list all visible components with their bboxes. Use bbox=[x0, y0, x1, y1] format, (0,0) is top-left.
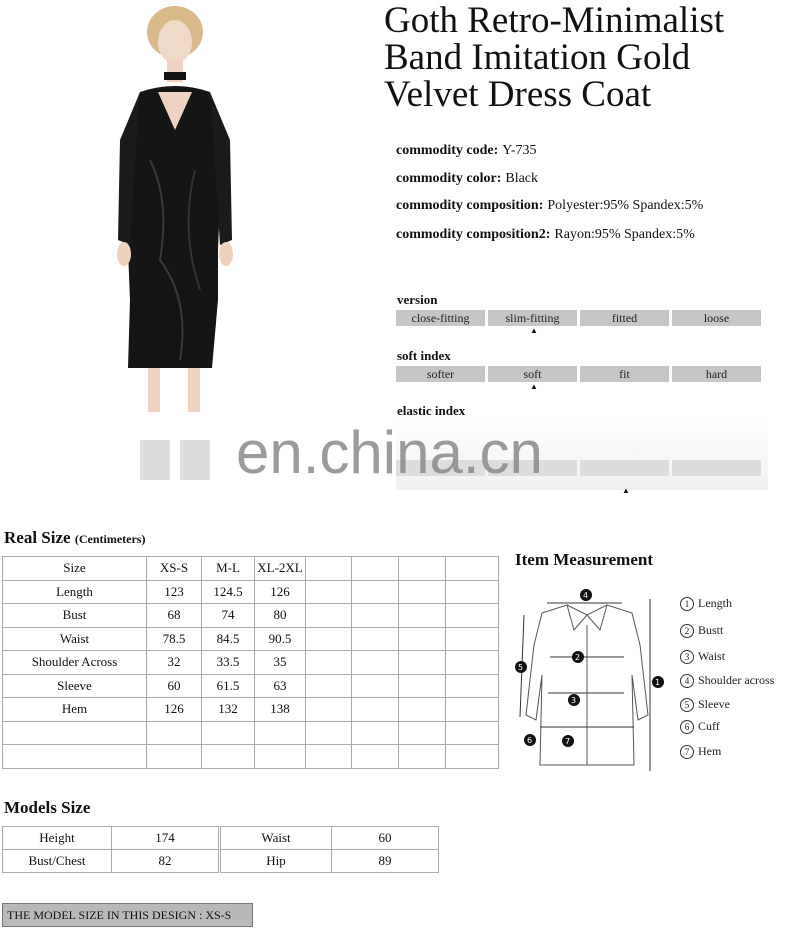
real-size-title: Real Size bbox=[4, 528, 71, 547]
table-row: Hip 89 bbox=[221, 850, 439, 873]
table-row bbox=[3, 557, 499, 581]
size-header: Size bbox=[3, 557, 147, 581]
models-size-table-right bbox=[220, 826, 439, 873]
size-table bbox=[2, 556, 499, 769]
table-row bbox=[3, 721, 499, 745]
legend-item-waist: 3 Waist bbox=[680, 649, 725, 664]
commodity-code-label: commodity code: bbox=[396, 143, 499, 158]
soft-index-marker-icon: ▲ bbox=[530, 382, 538, 391]
commodity-composition-row bbox=[396, 198, 703, 214]
size-header: XL-2XL bbox=[255, 557, 306, 581]
commodity-color-value: Black bbox=[505, 171, 539, 186]
real-size-unit: (Centimeters) bbox=[74, 532, 146, 546]
table-row: Hem 126 132 138 bbox=[3, 698, 499, 722]
version-option: fitted bbox=[580, 310, 669, 326]
table-row: Waist 60 bbox=[221, 827, 439, 850]
version-scale bbox=[396, 310, 761, 326]
models-size-heading: Models Size bbox=[4, 798, 91, 817]
version-marker-icon: ▲ bbox=[530, 326, 538, 335]
real-size-heading bbox=[4, 528, 145, 548]
commodity-composition2-row bbox=[396, 227, 695, 243]
legend-item-length: 1 Length bbox=[680, 596, 732, 611]
model-size-note: THE MODEL SIZE IN THIS DESIGN : XS-S bbox=[2, 903, 253, 927]
product-photo bbox=[100, 0, 250, 490]
table-row: Sleeve 60 61.5 63 bbox=[3, 674, 499, 698]
commodity-composition2-label: commodity composition2: bbox=[396, 227, 551, 242]
table-row: Shoulder Across 32 33.5 35 bbox=[3, 651, 499, 675]
title-line-2: Band Imitation Gold bbox=[384, 37, 691, 78]
commodity-code-row bbox=[396, 143, 537, 159]
svg-text:4: 4 bbox=[583, 591, 589, 600]
watermark: en.china.cn bbox=[236, 419, 543, 486]
svg-text:5: 5 bbox=[518, 663, 524, 672]
table-row: Bust/Chest 82 bbox=[3, 850, 219, 873]
soft-index-option: softer bbox=[396, 366, 485, 382]
table-row: Length 123 124.5 126 bbox=[3, 580, 499, 604]
svg-text:1: 1 bbox=[655, 678, 661, 687]
legend-item-shoulder-across: 4 Shoulder across bbox=[680, 673, 774, 688]
commodity-color-label: commodity color: bbox=[396, 171, 502, 186]
models-size-table-left bbox=[2, 826, 219, 873]
svg-text:7: 7 bbox=[565, 737, 571, 746]
version-label: version bbox=[397, 292, 438, 307]
elastic-index-label: elastic index bbox=[397, 403, 466, 418]
commodity-composition2-value: Rayon:95% Spandex:5% bbox=[554, 227, 695, 242]
title-line-1: Goth Retro-Minimalist bbox=[384, 0, 725, 41]
svg-text:2: 2 bbox=[575, 653, 581, 662]
soft-index-label: soft index bbox=[397, 348, 451, 363]
soft-index-option: hard bbox=[672, 366, 761, 382]
svg-text:6: 6 bbox=[527, 736, 533, 745]
product-title bbox=[384, 2, 794, 113]
legend-item-cuff: 6 Cuff bbox=[680, 719, 720, 734]
elastic-index-marker-icon: ▲ bbox=[622, 486, 630, 495]
table-row: Waist 78.5 84.5 90.5 bbox=[3, 627, 499, 651]
size-header: XS-S bbox=[147, 557, 202, 581]
table-row: Height 174 bbox=[3, 827, 219, 850]
version-option: close-fitting bbox=[396, 310, 485, 326]
commodity-composition-value: Polyester:95% Spandex:5% bbox=[547, 198, 704, 213]
commodity-composition-label: commodity composition: bbox=[396, 198, 544, 213]
version-option: loose bbox=[672, 310, 761, 326]
soft-index-option: fit bbox=[580, 366, 669, 382]
commodity-code-value: Y-735 bbox=[502, 143, 537, 158]
soft-index-scale bbox=[396, 366, 761, 382]
table-row: Bust 68 74 80 bbox=[3, 604, 499, 628]
version-option: slim-fitting bbox=[488, 310, 577, 326]
coat-diagram bbox=[512, 585, 672, 785]
legend-item-hem: 7 Hem bbox=[680, 744, 721, 759]
soft-index-option: soft bbox=[488, 366, 577, 382]
svg-text:3: 3 bbox=[571, 696, 577, 705]
size-header: M-L bbox=[202, 557, 255, 581]
item-measurement-heading: Item Measurement bbox=[515, 550, 654, 569]
title-line-3: Velvet Dress Coat bbox=[384, 74, 652, 115]
commodity-color-row bbox=[396, 171, 538, 187]
legend-item-sleeve: 5 Sleeve bbox=[680, 697, 730, 712]
legend-item-bust: 2 Bustt bbox=[680, 623, 723, 638]
table-row bbox=[3, 745, 499, 769]
